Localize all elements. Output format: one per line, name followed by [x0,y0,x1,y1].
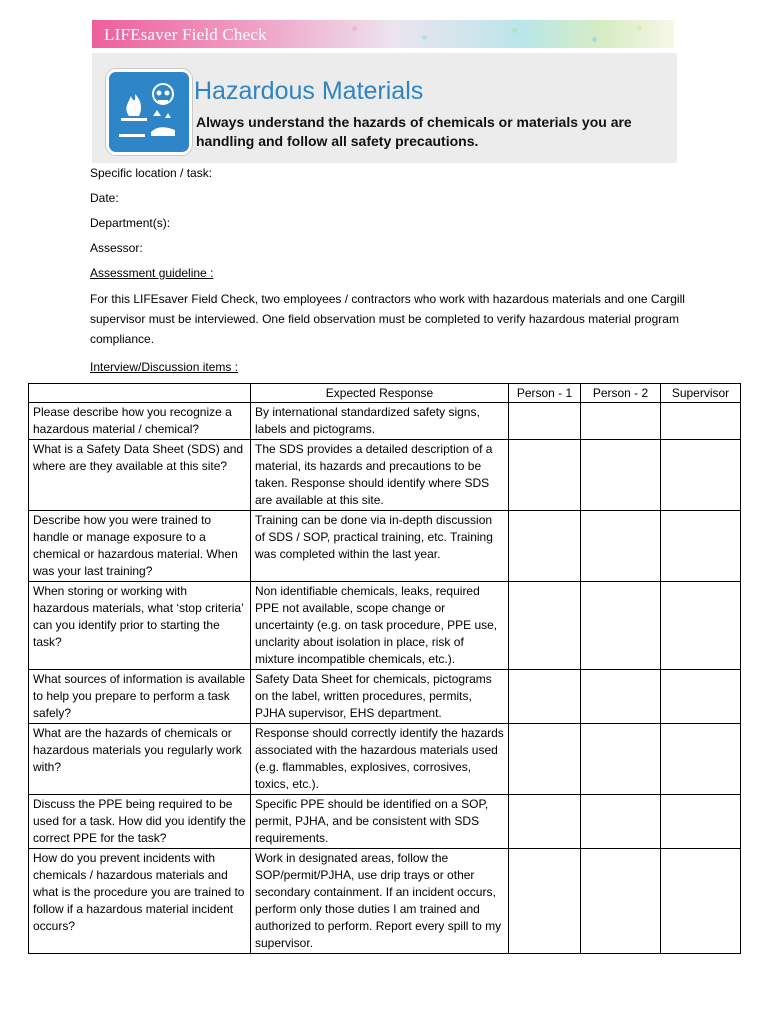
interview-heading: Interview/Discussion items : [90,360,239,374]
field-assessor: Assessor: [90,241,143,255]
hazardous-materials-icon [106,69,192,155]
table-row [29,511,741,582]
header-supervisor: Supervisor [661,384,741,403]
page-subtitle: Always understand the hazards of chemicals or materials you are handling and follow all safety precautions. [196,114,632,149]
person-1-cell[interactable] [509,849,581,954]
question-cell: What is a Safety Data Sheet (SDS) and where are they available at this site? [29,440,251,511]
response-cell: Training can be done via in-depth discussion of SDS / SOP, practical training, etc. Training was completed within the last year. [251,511,509,582]
guideline-heading: Assessment guideline : [90,266,214,280]
header-person-1: Person - 1 [509,384,581,403]
page-title: Hazardous Materials [194,77,424,105]
person-1-cell[interactable] [509,440,581,511]
supervisor-cell[interactable] [661,582,741,670]
person-2-cell[interactable] [581,795,661,849]
person-2-cell[interactable] [581,440,661,511]
person-1-cell[interactable] [509,403,581,440]
banner-decoration [512,28,517,33]
person-2-cell[interactable] [581,724,661,795]
banner-decoration [352,26,357,31]
response-cell: Non identifiable chemicals, leaks, required PPE not available, scope change or uncertainty (e.g. on task procedure, PPE use, unclarity about isolation in place, risk of mixture incompatible chemicals, etc.). [251,582,509,670]
interview-table [28,383,741,954]
person-1-cell[interactable] [509,511,581,582]
response-cell: Response should correctly identify the hazards associated with the hazardous materials used (e.g. flammables, explosives, corrosives, toxics, etc.). [251,724,509,795]
table-row [29,670,741,724]
header-expected-response: Expected Response [251,384,509,403]
response-cell: Work in designated areas, follow the SOP/permit/PJHA, use drip trays or other secondary containment. If an incident occurs, perform only those duties I am trained and authorized to perform. Report every spill to my supervisor. [251,849,509,954]
person-1-cell[interactable] [509,582,581,670]
question-cell: How do you prevent incidents with chemicals / hazardous materials and what is the procedure you are trained to follow if a hazardous material incident occurs? [29,849,251,954]
table-row [29,440,741,511]
person-2-cell[interactable] [581,511,661,582]
question-cell: Please describe how you recognize a hazardous material / chemical? [29,403,251,440]
question-cell: When storing or working with hazardous materials, what ‘stop criteria’ can you identify prior to starting the task? [29,582,251,670]
table-row [29,582,741,670]
banner-decoration [592,37,597,42]
supervisor-cell[interactable] [661,795,741,849]
table-row [29,795,741,849]
supervisor-cell[interactable] [661,849,741,954]
banner [92,20,674,48]
table-row [29,403,741,440]
banner-decoration [637,25,642,30]
header-panel [92,53,677,163]
field-department: Department(s): [90,216,171,230]
table-header-row [29,384,741,403]
table-row [29,724,741,795]
person-1-cell[interactable] [509,724,581,795]
question-cell: Discuss the PPE being required to be used for a task. How did you identify the correct PPE for the task? [29,795,251,849]
person-2-cell[interactable] [581,670,661,724]
guideline-text: For this LIFEsaver Field Check, two employees / contractors who work with hazardous materials and one Cargill supervisor must be interviewed. One field observation must be completed to verify hazardous material program compliance. [90,292,685,346]
response-cell: The SDS provides a detailed description of a material, its hazards and precautions to be taken. Response should identify where SDS are available at this site. [251,440,509,511]
banner-title: LIFEsaver Field Check [104,25,267,44]
question-cell: Describe how you were trained to handle or manage exposure to a chemical or hazardous material. When was your last training? [29,511,251,582]
supervisor-cell[interactable] [661,440,741,511]
person-1-cell[interactable] [509,670,581,724]
question-cell: What are the hazards of chemicals or hazardous materials you regularly work with? [29,724,251,795]
table-row [29,849,741,954]
person-2-cell[interactable] [581,403,661,440]
field-date: Date: [90,191,119,205]
person-2-cell[interactable] [581,582,661,670]
question-cell: What sources of information is available to help you prepare to perform a task safely? [29,670,251,724]
header-question [29,384,251,403]
supervisor-cell[interactable] [661,724,741,795]
response-cell: Specific PPE should be identified on a SOP, permit, PJHA, and be consistent with SDS requirements. [251,795,509,849]
response-cell: By international standardized safety signs, labels and pictograms. [251,403,509,440]
banner-decoration [422,35,427,40]
response-cell: Safety Data Sheet for chemicals, pictograms on the label, written procedures, permits, PJHA supervisor, EHS department. [251,670,509,724]
header-person-2: Person - 2 [581,384,661,403]
field-location: Specific location / task: [90,166,213,180]
supervisor-cell[interactable] [661,511,741,582]
person-2-cell[interactable] [581,849,661,954]
person-1-cell[interactable] [509,795,581,849]
supervisor-cell[interactable] [661,403,741,440]
supervisor-cell[interactable] [661,670,741,724]
